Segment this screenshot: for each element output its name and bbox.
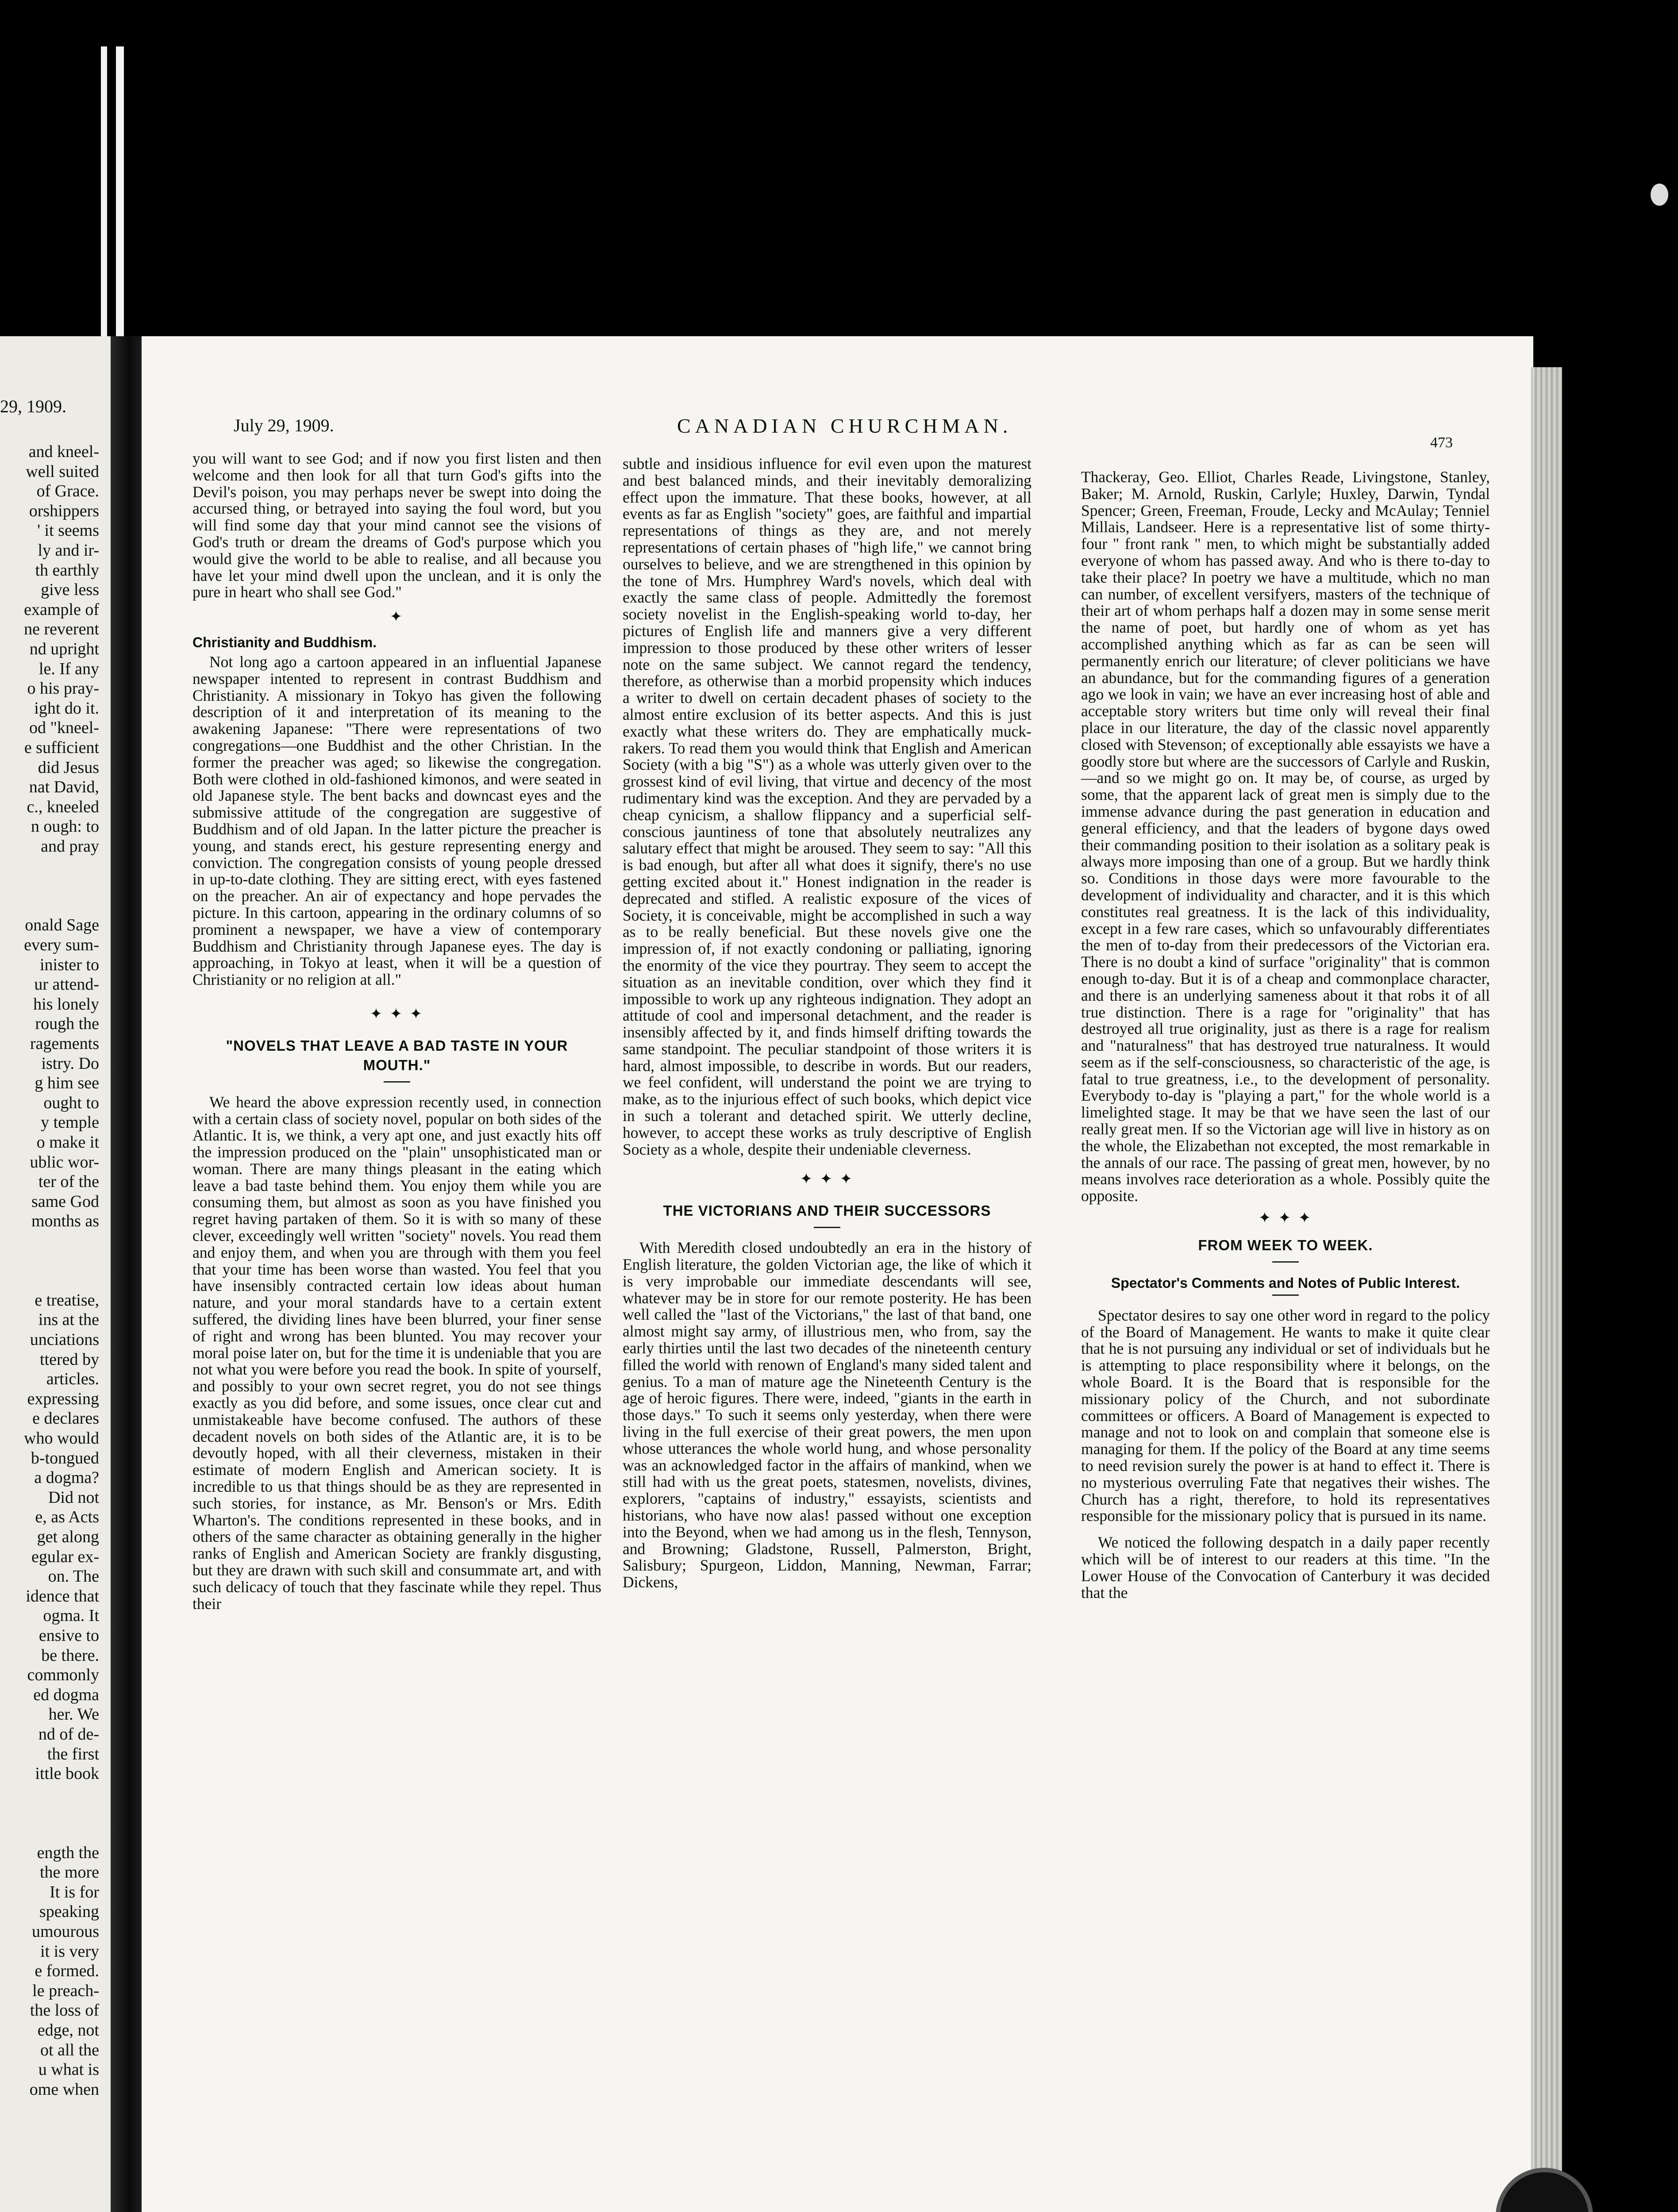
- left-page-line: Did not: [48, 1488, 99, 1507]
- left-page-line: well suited: [26, 462, 99, 481]
- left-page-line: It is for: [50, 1882, 99, 1901]
- left-page-line: ne reverent: [24, 620, 99, 639]
- left-page-line: did Jesus: [38, 758, 99, 777]
- left-page-line: expressing: [27, 1389, 99, 1408]
- left-page-line: ragements: [30, 1034, 99, 1053]
- heading-week-to-week: FROM WEEK TO WEEK.: [1198, 1237, 1373, 1253]
- left-page-line: ittle book: [35, 1764, 99, 1783]
- paragraph: Spectator desires to say one other word in regard to the policy of the Board of Management. He wants to make it quite clear that he is not pursuing any individual or set of individuals but he is attempting to place responsibility where it belongs, on the whole Board. It is the Board that is responsible for the missionary policy of the Church, and not subordinate committees or officers. A Board of Management is expected to manage and not to look on and complain that someone else is managing for them. If the policy of the Board at any time seems to need revision surely the power is at hand to effect it. There is no mysterious overruling Fate that negatives their wishes. The Church has a right, therefore, to hold its representatives responsible for the missionary policy that is pursued in its name.: [1081, 1306, 1490, 1525]
- left-page-line: and kneel-: [28, 442, 99, 461]
- left-page-line: ly and ir-: [38, 541, 99, 560]
- left-page-line: and pray: [41, 837, 99, 856]
- left-page-line: the first: [47, 1744, 99, 1763]
- paragraph: subtle and insidious influence for evil even upon the maturest and best balanced minds, and their inevitably demoralizing effect upon the immature. That these books, however, at all events as far as English "society" goes, are faithful and impartial representations of things as they are, and not merely representations of certain phases of "high life," we cannot bring ourselves to believe, and we are strengthened in this opinion by the tone of Mrs. Humphrey Ward's novels, which deal with exactly the same class of people. Admittedly the foremost society novelist in the English-speaking world to-day, her pictures of English life and manners give a very different impression to those produced by these other writers of lesser note on the same subject. We cannot regard the tendency, therefore, as otherwise than a morbid propensity which induces a writer to dwell on certain decadent phases of society to the almost entire exclusion of its better aspects. And this is just exactly what these writers do. They are emphatically muck-rakers. To read them you would think that English and American Society (with a big "S") as a whole was utterly given over to the grossest kind of evil living, that virtue and decency of the most rudimentary kind was the exception. And they are pervaded by a cheap cynicism, a shallow flippancy and a superficial self-conscious jauntiness of tone that absolutely neutralizes any salutary effect that might be aroused. They seem to say: "All this is bad enough, but after all what does it signify, there's no use getting excited about it." Honest indignation in the reader is deprecated and stifled. A realistic exposure of the vices of Society, it is conceivable, might be accomplished in such a way as to be really beneficial. But these novels give one the impression of, if not exactly condoning or palliating, ignoring the enormity of the vice they pourtray. They seem to accept the situation as an inevitable condition, over which they find it impossible to work up any righteous indignation. They adopt an attitude of cool and impersonal detachment, and the reader is insensibly affected by it, and finds himself drifting towards the same standpoint. The peculiar standpoint of those writers it is hard, almost impossible, to describe in words. But our readers, we feel confident, will understand the point we are trying to make, as to the injurious effect of such books, which depict vice in such a tolerant and detached spirit. We utterly decline, however, to accept these works as truly descriptive of English Society as a whole, despite their undeniable cleverness.: [623, 455, 1031, 1158]
- left-page-line: le. If any: [38, 659, 99, 678]
- left-page-line: her. We: [48, 1705, 99, 1724]
- left-page-line: months as: [31, 1212, 99, 1231]
- left-page-line: ought to: [43, 1093, 99, 1112]
- left-page-line: unciations: [30, 1330, 99, 1349]
- left-page-line: o make it: [36, 1133, 99, 1152]
- column-3: [1081, 469, 1490, 1601]
- column-2: [623, 456, 1031, 1591]
- left-page-line: commonly: [27, 1666, 99, 1685]
- left-page-line: e treatise,: [35, 1290, 99, 1310]
- left-page-line: articles.: [46, 1370, 99, 1389]
- subheading-spectator: Spectator's Comments and Notes of Public Interest.: [1111, 1275, 1460, 1291]
- newspaper-page: [142, 336, 1533, 2212]
- rule: [814, 1227, 840, 1228]
- left-page-line: ot all the: [40, 2040, 99, 2059]
- left-page-line: every sum-: [24, 936, 99, 954]
- left-page-line: rough the: [35, 1014, 99, 1033]
- left-page-line: example of: [24, 600, 99, 619]
- left-page-line: egular ex-: [31, 1547, 99, 1566]
- left-page-line: g him see: [35, 1074, 99, 1093]
- left-page-line: ter of the: [38, 1172, 99, 1191]
- left-page-line: of Grace.: [36, 482, 99, 501]
- left-page-line: edge, not: [37, 2021, 99, 2039]
- paragraph: We noticed the following despatch in a daily paper recently which will be of interest to our readers at this time. "In the Lower House of the Convocation of Canterbury it was decided that the: [1081, 1533, 1490, 1601]
- left-page-line: u what is: [38, 2060, 99, 2079]
- ornament: ✦: [389, 609, 404, 626]
- left-page-line: orshippers: [29, 501, 99, 520]
- left-facing-page: [0, 336, 111, 2212]
- left-page-line: ed dogma: [33, 1685, 99, 1704]
- paragraph: With Meredith closed undoubtedly an era in the history of English literature, the golden Victorian age, the like of which it is very improbable our immediate descendants will see, whatever may be in store for our remote posterity. He has been well called the "last of the Victorians," the last of that band, one almost might say army, of illustrious men, who from, say the early thirties until the last two decades of the nineteenth century filled the world with renown of England's many sided talent and genius. To a man of mature age the Nineteenth Century is the age of heroic figures. There were, indeed, "giants in the earth in those days." To such it seems only yesterday, when there were living in the full exercise of their great powers, the men upon whose utterances the whole world hung, and whose personality was an acknowledged factor in the affairs of mankind, when we still had with us the great poets, statesmen, novelists, divines, explorers, "captains of industry," essayists, scientists and historians, who have now alas! passed without one exception into the Beyond, when we had among us in the flesh, Tennyson, and Browning; Gladstone, Russell, Palmerston, Bright, Salisbury; Spurgeon, Liddon, Manning, Newman, Farrar; Dickens,: [623, 1239, 1031, 1591]
- left-page-line: same God: [31, 1192, 99, 1211]
- left-page-line: ' it seems: [37, 521, 99, 540]
- left-page-line: c., kneeled: [27, 797, 99, 816]
- left-page-line: ogma. It: [43, 1606, 99, 1625]
- page-stack-edge: [1531, 367, 1562, 2212]
- left-page-line: a dogma?: [34, 1468, 99, 1487]
- masthead: CANADIAN CHURCHMAN.: [677, 415, 1012, 437]
- left-page-line: idence that: [26, 1586, 99, 1605]
- film-frame-bar: [101, 46, 107, 347]
- left-page-line: ength the: [37, 1843, 99, 1862]
- left-page-line: give less: [41, 580, 99, 599]
- left-page-line: on. The: [48, 1567, 99, 1586]
- column-1: [192, 450, 601, 1612]
- left-page-line: istry. Do: [41, 1054, 99, 1073]
- binder-ring: [1651, 184, 1668, 206]
- rule: [384, 1081, 410, 1083]
- left-page-line: ensive to: [38, 1626, 99, 1645]
- ornament: ✦ ✦ ✦: [800, 1171, 854, 1188]
- left-page-date: 29, 1909.: [0, 396, 66, 416]
- left-page-line: who would: [24, 1429, 99, 1448]
- left-page-line: it is very: [40, 1942, 99, 1961]
- left-page-line: th earthly: [35, 561, 99, 580]
- left-page-line: be there.: [41, 1646, 99, 1665]
- left-page-line: b-tongued: [31, 1448, 99, 1467]
- left-page-line: ttered by: [39, 1350, 99, 1369]
- left-page-line: e declares: [32, 1409, 99, 1428]
- film-frame-bar: [116, 46, 124, 347]
- left-page-line: ur attend-: [34, 975, 99, 994]
- book-gutter: [111, 336, 142, 2212]
- paragraph: Thackeray, Geo. Elliot, Charles Reade, Livingstone, Stanley, Baker; M. Arnold, Ruskin, Carlyle; Huxley, Darwin, Tyndal Spencer; Green, Freeman, Froude, Lecky and McAulay; Tenniel Millais, Landseer. Here is a representative list of some thirty-four " front rank " men, to which might be substantially added everyone of whom has passed away. And who is there to-day to take their place? In poetry we have a multitude, which no man can number, of excellent versifyers, masters of the technique of their art of whom perhaps half a dozen may in some sense merit the name of poet, but hardly one of whom as yet has accomplished anything which as far as can be seen will permanently enrich our literature; of clever politicians we have an abundance, but for the commanding figures of a generation ago we look in vain; we have an ever increasing host of able and acceptable story writers but time only will reveal their final place in our literature, the day of the classic novel apparently closed with Stevenson; of exceptionally able essayists we have a goodly store but where are the successors of Carlyle and Ruskin,—and so we might go on. It may be, of course, as urged by some, that the apparent lack of great men is simply due to the immense advance during the past generation in education and general efficiency, and that the leaders of bygone days owed their commanding position to their isolation as a solitary peak is always more imposing than one of a group. But we hardly think so. Conditions in those days were more favourable to the development of individuality and character, and it is this which constitutes real greatness. It is the lack of this individuality, except in a few rare cases, which so unfavourably differentiates the men of to-day from their predecessors of the Victorian era. There is no doubt a kind of surface "originality" that is common enough to-day. But it is of a cheap and commonplace character, and there is an underlying sameness about it that robs it of all true distinction. There is a rage for "originality" that has destroyed all true originality, just as there is a rage for realism and "naturalness" that has destroyed true naturalness. It would seem as if the self-consciousness, so characteristic of the age, is fatal to true greatness, i.e., to the development of personality. Everybody to-day is "playing a part," for the whole world is a limelighted stage. It may be that we have seen the last of our really great men. If so the Victorian age will live in history as on the whole, the Elizabethan not excepted, the most remarkable in the annals of our race. The passing of great men, however, by no means involves race deterioration as a whole. Possibly quite the opposite.: [1081, 468, 1490, 1205]
- ornament: ✦ ✦ ✦: [369, 1006, 424, 1022]
- left-page-line: get along: [37, 1528, 99, 1546]
- left-page-line: ome when: [29, 2080, 99, 2099]
- left-page-line: e, as Acts: [35, 1508, 99, 1527]
- left-page-line: o his pray-: [27, 679, 99, 698]
- left-page-line: umourous: [32, 1922, 99, 1941]
- left-page-line: the loss of: [30, 2001, 99, 2020]
- left-page-line: speaking: [39, 1902, 99, 1921]
- left-page-line: y temple: [41, 1113, 99, 1132]
- left-page-line: inister to: [39, 955, 99, 974]
- left-page-line: nat David,: [29, 778, 99, 797]
- left-page-line: od "kneel-: [29, 718, 99, 737]
- page-number: 473: [1430, 434, 1453, 451]
- left-page-line: the more: [39, 1863, 99, 1882]
- left-page-line: le preach-: [32, 1981, 99, 2000]
- heading-victorians: THE VICTORIANS AND THEIR SUCCESSORS: [663, 1202, 991, 1219]
- heading-novels: "NOVELS THAT LEAVE A BAD TASTE IN YOUR MOUTH.": [226, 1037, 568, 1073]
- left-page-line: e formed.: [35, 1962, 99, 1981]
- ornament: ✦ ✦ ✦: [1258, 1210, 1313, 1227]
- left-page-line: ins at the: [38, 1310, 99, 1329]
- page-date: July 29, 1909.: [234, 415, 334, 435]
- rule: [1272, 1294, 1299, 1296]
- article-continuation: you will want to see God; and if now you first listen and then welcome and then look for all that turn God's gifts into the Devil's poison, you may perhaps never be swept into doing the accursed thing, or betrayed into saying the foul word, but you will find some day that your mind cannot see the visions of God's truth or dream the dreams of God's purpose which you would give the world to be able to realise, and all because you have let your mind dwell upon the unclean, and it is only the pure in heart who shall see God.": [192, 449, 601, 601]
- left-page-line: n ough: to: [31, 817, 99, 836]
- left-page-line: nd upright: [29, 640, 99, 658]
- paragraph: We heard the above expression recently used, in connection with a certain class of society novel, popular on both sides of the Atlantic. It is, we think, a very apt one, and just exactly hits off the impression produced on the "plain" unsophisticated man or woman. There are many things pleasant in the eating which leave a bad taste behind them. You enjoy them while you are consuming them, but almost as soon as you have finished you regret having partaken of them. So it is with so many of these clever, exceedingly well written "society" novels. You read them and enjoy them, and when you are through with them you feel that your time has been worse than wasted. You feel that you have insensibly contracted certain low ideas about human nature, and your moral standards have to a certain extent suffered, the dividing lines have been blurred, your finer sense of right and wrong has been blunted. You may recover your moral poise later on, but for the time it is undeniable that you are not what you were before you read the book. In spite of yourself, and possibly to your own secret regret, you do not see things exactly as you did before, and some issues, once clear cut and unmistakeable have become confused. The authors of these decadent novels on both sides of the Atlantic are, it is to be devoutly hoped, with all their cleverness, mistaken in their estimate of modern English and American society. It is incredible to us that things should be as they are represented in such stories, for instance, as Mr. Benson's or Mrs. Edith Wharton's. The conditions represented in these books, and in others of the same character as obtaining generally in the higher ranks of English and American Society are frankly disgusting, but they are drawn with such skill and consummate art, and with such delicacy of touch that they fascinate while they repel. Thus their: [192, 1093, 601, 1613]
- left-page-line: ublic wor-: [30, 1152, 99, 1171]
- left-page-line: his lonely: [33, 995, 99, 1014]
- rule: [1272, 1261, 1299, 1263]
- left-page-line: onald Sage: [25, 916, 99, 935]
- paragraph: Not long ago a cartoon appeared in an influential Japanese newspaper intented to represent in contrast Buddhism and Christianity. A missionary in Tokyo has given the following description of it and interpretation of its meaning to the awakening Japanese: "There were representations of two congregations—one Buddhist and the other Christian. In the former the preacher was aged; so likewise the congregation. Both were clothed in old-fashioned kimonos, and were seated in old Japanese style. The bent backs and downcast eyes and the submissive attitude of the congregation are suggestive of Buddhism and of old Japan. In the latter picture the preacher is young, and stands erect, his gesture representing energy and conviction. The congregation consists of young people dressed in up-to-date clothing. They are sitting erect, with eyes fastened on the preacher. An air of expectancy and hope pervades the picture. In this cartoon, appearing in the ordinary columns of so prominent a newspaper, we have a view of contemporary Buddhism and Christianity through Japanese eyes. The day is approaching, in Tokyo at least, when it will be a question of Christianity or no religion at all.": [192, 653, 601, 989]
- left-page-line: e sufficient: [24, 738, 99, 757]
- subheading-christianity-buddhism: Christianity and Buddhism.: [192, 634, 377, 650]
- left-page-line: nd of de-: [38, 1725, 99, 1743]
- left-page-line: ight do it.: [34, 699, 99, 718]
